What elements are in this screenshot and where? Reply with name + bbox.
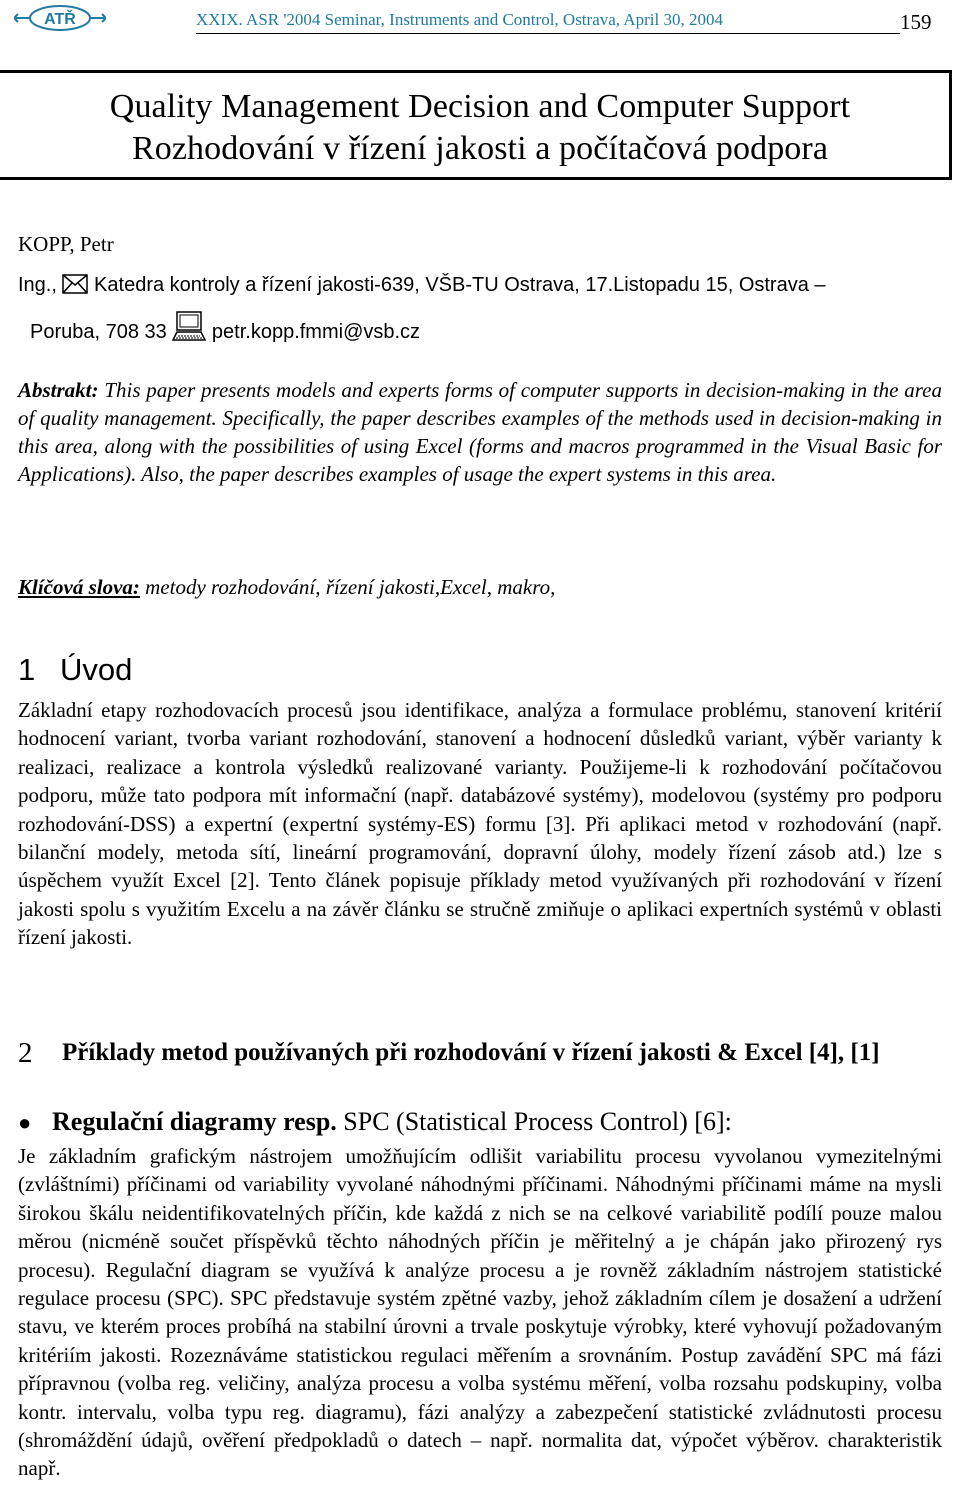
mail-icon: [62, 274, 88, 294]
page-number: 159: [900, 10, 932, 34]
bullet-icon: ●: [18, 1110, 32, 1135]
section-2-number: 2: [18, 1037, 33, 1069]
bullet-plain-text: SPC (Statistical Process Control) [6]:: [343, 1107, 732, 1136]
abstract-label: Abstrakt:: [18, 378, 99, 402]
section-2-paragraph: Je základním grafickým nástrojem umožňujícím odlišit variabilitu procesu vyvolanou vymezitelnými (zvláštními) příčinami od variability vyvolané náhodnými příčinami. Náhodnými příčinami máme na mysli širokou škálu neidentifikovatelných příčin, kde každá z nich se na celkové variabilitě podílí pouze malou měrou (nicméně součet příspěvků těchto náhodných příčin je měřitelný a je chápán jako přirozený rys procesu). Regulační diagram se využívá k analýze procesu a je rovněž základním nástrojem statistické regulace procesu (SPC). SPC představuje systém zpětné vazby, jehož základním cílem je dosažení a udržení stavu, ve kterém proces probíhá na stabilní úrovni a trvale poskytuje výrobky, které vyhovují požadovaným kritériím jakosti. Rozeznáváme statistickou regulaci měřením a srovnáním. Postup zavádění SPC má fázi přípravnou (volba reg. veličiny, analýza procesu a volba systému měření, volba rozsahu podskupiny, volba kontr. intervalu, volba typu reg. diagramu), fázi analýzy a zabezpečení statistické zvládnutosti procesu (shromáždění údajů, ověření předpokladů o datech – např. normalita dat, výpočet výběrov. charakteristik např.: [18, 1144, 942, 1481]
section-2-heading: [18, 1036, 942, 1070]
author-email[interactable]: petr.kopp.fmmi@vsb.cz: [211, 321, 421, 343]
abstract: [18, 376, 942, 488]
keywords-label: Klíčová slova:: [18, 575, 140, 599]
author-degree: Ing.,: [18, 274, 57, 296]
logo-text: ATŘ: [44, 11, 76, 28]
keywords-text: metody rozhodování, řízení jakosti,Excel, makro,: [145, 575, 556, 599]
section-1-number: 1: [18, 652, 36, 687]
author-address-line2: Poruba, 708 33: [30, 321, 167, 343]
author-contact: [30, 311, 954, 346]
author-name: KOPP, Petr: [18, 232, 114, 256]
author-address-line1: Katedra kontroly a řízení jakosti-639, VŠB-TU Ostrava, 17.Listopadu 15, Ostrava –: [94, 274, 826, 296]
atr-logo: [14, 4, 106, 32]
title-czech: Rozhodování v řízení jakosti a počítačová podpora: [131, 130, 829, 167]
header-rule: [196, 33, 900, 34]
author-affiliation: [18, 271, 942, 299]
section-1-title: Úvod: [60, 652, 133, 687]
page-header: [8, 2, 952, 40]
section-1-heading: [18, 652, 132, 688]
keywords: [18, 573, 942, 601]
bullet-heading: [18, 1107, 732, 1137]
section-2-title: Příklady metod používaných při rozhodování v řízení jakosti & Excel [4], [1]: [62, 1039, 880, 1066]
section-1-paragraph: Základní etapy rozhodovacích procesů jsou identifikace, analýza a formulace problému, stanovení kritérií hodnocení variant, tvorba variant rozhodování, stanovení a hodnocení důsledků variant, výběr varianty k realizaci, realizace a kontrola výsledků realizované varianty. Použijeme-li k rozhodování počítačovou podporu, může tato podpora mít informační (např. databázové systémy), modelovou (systémy pro podporu rozhodování-DSS) a expertní (expertní systémy-ES) formu [3]. Při aplikaci metod v rozhodování (např. bilanční modely, metoda sítí, lineární programování, dopravní úlohy, modely řízení zásob atd.) lze s úspěchem využít Excel [2]. Tento článek popisuje příklady metod využívaných při rozhodování v řízení jakosti spolu s využitím Excelu a na závěr článku se stručně zmiňuje o aplikaci expertních systémů v oblasti řízení jakosti.: [18, 698, 942, 950]
running-title: XXIX. ASR '2004 Seminar, Instruments and Control, Ostrava, April 30, 2004: [196, 10, 723, 29]
title-english: Quality Management Decision and Computer Support: [109, 88, 851, 125]
abstract-text: This paper presents models and experts forms of computer supports in decision-making in the area of quality management. Specifically, the paper describes examples of the methods used in decision-making in this area, along with the possibilities of using Excel (forms and macros programmed in the Visual Basic for Applications). Also, the paper describes examples of usage the expert systems in this area.: [18, 378, 943, 486]
bullet-bold-text: Regulační diagramy resp.: [52, 1107, 337, 1136]
computer-icon: [172, 311, 206, 341]
